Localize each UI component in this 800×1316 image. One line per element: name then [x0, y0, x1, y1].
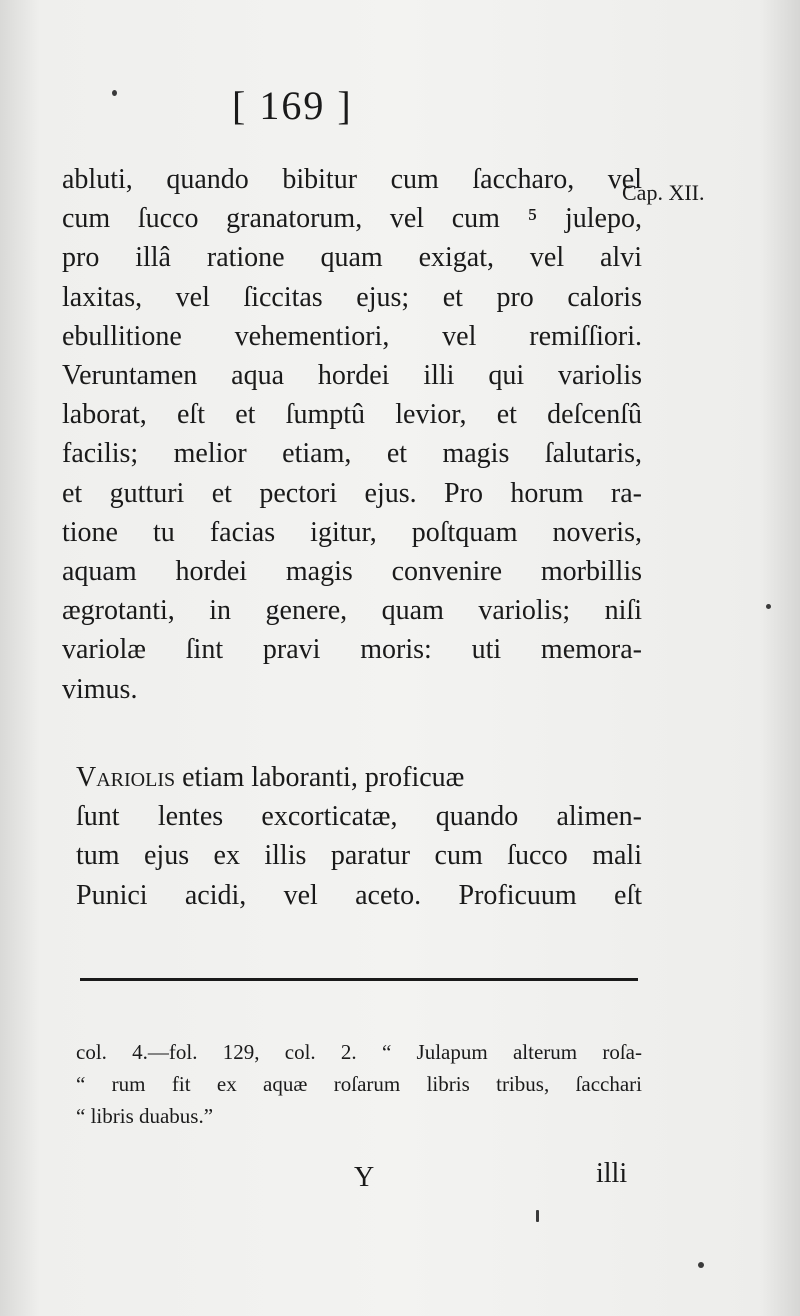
text-line-rest: etiam laboranti, proficuæ	[175, 762, 465, 793]
footnote	[76, 1036, 642, 1132]
signature-mark: Y	[354, 1162, 375, 1193]
lead-word: Variolis	[76, 762, 176, 793]
paragraph-2	[76, 758, 642, 915]
ink-speck	[698, 1262, 704, 1268]
text-line: vimus.	[62, 673, 138, 705]
text-line: laxitas, vel ſiccitas ejus; et pro caloris	[62, 281, 642, 313]
text-line-lead	[76, 758, 642, 797]
text-line: cum ſucco granatorum, vel cum ⁵ julepo,	[62, 203, 642, 235]
text-line: variolæ ſint pravi moris: uti memora-	[62, 634, 642, 666]
text-line: aquam hordei magis convenire morbillis	[62, 556, 642, 588]
catchword: illi	[596, 1158, 628, 1189]
footnote-rule	[80, 978, 638, 981]
text-line: abluti, quando bibitur cum ſaccharo, vel	[62, 164, 642, 195]
text-line: Punici acidi, vel aceto. Proficuum eſt	[76, 879, 642, 911]
text-line: Veruntamen aqua hordei illi qui variolis	[62, 360, 642, 392]
text-line: ægrotanti, in genere, quam variolis; niſi	[62, 595, 642, 627]
ink-speck	[766, 604, 771, 609]
footnote-line: col. 4.—fol. 129, col. 2. “ Julapum alterum roſa-	[76, 1040, 642, 1064]
text-line: pro illâ ratione quam exigat, vel alvi	[62, 242, 642, 274]
footnote-line: “ libris duabus.”	[76, 1104, 214, 1128]
text-line: facilis; melior etiam, et magis ſalutaris,	[62, 438, 642, 470]
page-number: [ 169 ]	[232, 83, 353, 128]
text-line: ebullitione vehementiori, vel remiſſiori.	[62, 320, 642, 352]
text-line: laborat, eſt et ſumptû levior, et deſcenſû	[62, 399, 642, 431]
text-line: tum ejus ex illis paratur cum ſucco mali	[76, 840, 642, 872]
ink-speck	[112, 90, 117, 96]
chapter-margin-note: Cap. XII.	[622, 180, 705, 205]
paragraph-1	[62, 160, 642, 709]
footnote-line: “ rum fit ex aquæ roſarum libris tribus, ſacchari	[76, 1072, 642, 1096]
text-line: ſunt lentes excorticatæ, quando alimen-	[76, 801, 642, 833]
text-line: tione tu facias igitur, poſtquam noveris,	[62, 516, 642, 548]
text-line: et gutturi et pectori ejus. Pro horum ra-	[62, 477, 642, 509]
ink-speck	[536, 1210, 539, 1222]
